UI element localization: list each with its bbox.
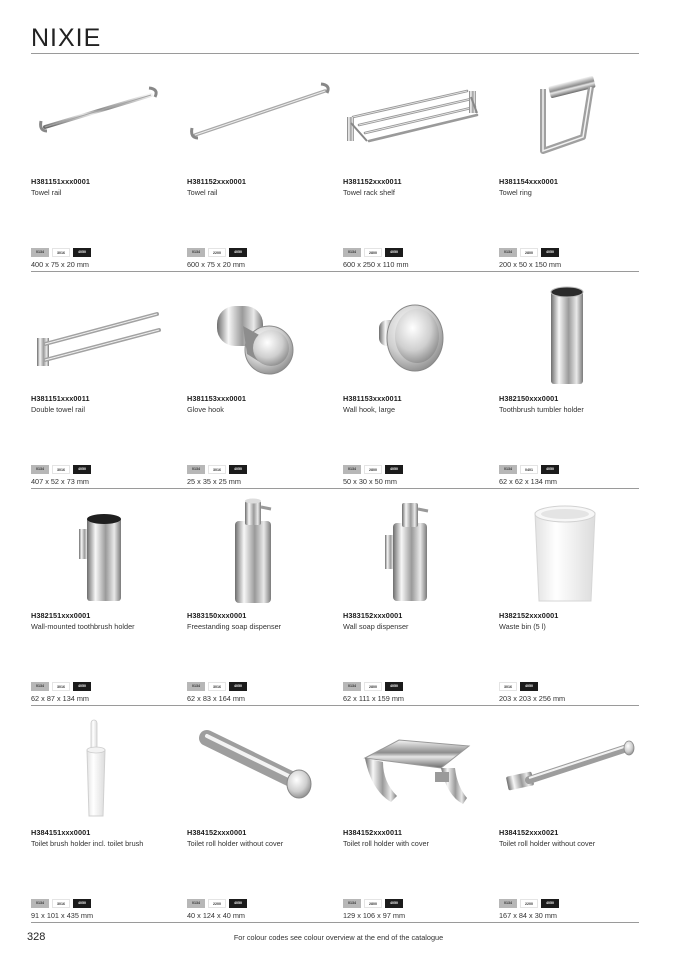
toilet-roll-holder-arm-icon xyxy=(499,712,651,824)
colour-swatch-black: 4050 xyxy=(229,465,247,474)
colour-swatch-white: 3016 xyxy=(499,682,517,691)
colour-swatch-black: 4050 xyxy=(541,465,559,474)
colour-swatch-black: 4050 xyxy=(541,248,559,257)
colour-swatches xyxy=(187,899,250,908)
colour-swatch-chrome: 0134 xyxy=(187,682,205,691)
product-dimensions: 407 x 52 x 73 mm xyxy=(31,477,89,486)
wall-toothbrush-holder-icon xyxy=(31,495,183,607)
product-code: H384152xxx0021 xyxy=(499,828,559,837)
colour-swatch-white: 3016 xyxy=(208,682,226,691)
product-code: H381153xxx0011 xyxy=(343,394,402,403)
product-name: Glove hook xyxy=(187,405,224,414)
waste-bin-icon xyxy=(499,495,651,607)
page-number: 328 xyxy=(27,931,46,943)
colour-swatches xyxy=(499,682,541,691)
colour-swatch-white: 2800 xyxy=(364,899,382,908)
colour-swatch-chrome: 0134 xyxy=(31,465,49,474)
product-name: Towel rack shelf xyxy=(343,188,395,197)
header-divider xyxy=(31,53,639,54)
product-name: Wall-mounted toothbrush holder xyxy=(31,622,135,631)
product-name: Toilet brush holder incl. toilet brush xyxy=(31,839,144,848)
product-item xyxy=(343,706,495,922)
product-dimensions: 40 x 124 x 40 mm xyxy=(187,911,245,920)
glove-hook-icon xyxy=(187,278,339,390)
colour-swatches xyxy=(343,248,406,257)
product-name: Towel ring xyxy=(499,188,532,197)
product-dimensions: 62 x 87 x 134 mm xyxy=(31,694,89,703)
product-item xyxy=(343,489,495,705)
product-item xyxy=(187,272,339,488)
colour-swatches xyxy=(187,465,250,474)
colour-swatch-chrome: 0134 xyxy=(187,465,205,474)
colour-swatch-black: 4050 xyxy=(229,899,247,908)
colour-swatch-chrome: 0134 xyxy=(343,248,361,257)
product-dimensions: 91 x 101 x 435 mm xyxy=(31,911,94,920)
tumbler-holder-icon xyxy=(499,278,651,390)
colour-swatch-black: 4050 xyxy=(73,682,91,691)
colour-swatches xyxy=(343,899,406,908)
colour-swatch-white: 3016 xyxy=(52,248,70,257)
footer-note: For colour codes see colour overview at the end of the catalogue xyxy=(233,933,444,942)
colour-swatch-chrome: 0134 xyxy=(499,248,517,257)
colour-swatch-white: 3016 xyxy=(52,465,70,474)
colour-swatch-chrome: 0134 xyxy=(187,248,205,257)
product-item xyxy=(187,706,339,922)
product-item xyxy=(31,272,183,488)
freestanding-soap-dispenser-icon xyxy=(187,495,339,607)
product-name: Toilet roll holder without cover xyxy=(187,839,284,848)
product-dimensions: 167 x 84 x 30 mm xyxy=(499,911,557,920)
colour-swatch-white: 3016 xyxy=(52,899,70,908)
colour-swatch-black: 4050 xyxy=(73,465,91,474)
product-name: Wall hook, large xyxy=(343,405,396,414)
product-code: H383152xxx0001 xyxy=(343,611,403,620)
toilet-brush-holder-icon xyxy=(31,712,183,824)
product-name: Freestanding soap dispenser xyxy=(187,622,282,631)
colour-swatch-chrome: 0134 xyxy=(343,899,361,908)
colour-swatch-chrome: 0134 xyxy=(343,465,361,474)
product-name: Wall soap dispenser xyxy=(343,622,409,631)
toilet-roll-holder-cover-icon xyxy=(343,712,495,824)
product-item xyxy=(343,272,495,488)
product-item xyxy=(343,55,495,271)
product-code: H382150xxx0001 xyxy=(499,394,559,403)
product-dimensions: 50 x 30 x 50 mm xyxy=(343,477,397,486)
colour-swatches xyxy=(499,465,562,474)
colour-swatch-chrome: 0134 xyxy=(187,899,205,908)
colour-swatches xyxy=(499,899,562,908)
product-dimensions: 200 x 50 x 150 mm xyxy=(499,260,562,269)
product-grid xyxy=(31,55,639,923)
colour-swatches xyxy=(31,682,94,691)
colour-swatches xyxy=(31,465,94,474)
colour-swatch-white: 2200 xyxy=(208,248,226,257)
colour-swatches xyxy=(343,465,406,474)
product-name: Toilet roll holder with cover xyxy=(343,839,429,848)
product-code: H384152xxx0001 xyxy=(187,828,247,837)
product-row xyxy=(31,272,639,489)
colour-swatch-white: 2200 xyxy=(208,899,226,908)
product-item xyxy=(499,706,651,922)
product-code: H381151xxx0011 xyxy=(31,394,90,403)
wall-soap-dispenser-icon xyxy=(343,495,495,607)
toilet-roll-holder-icon xyxy=(187,712,339,824)
product-name: Waste bin (5 l) xyxy=(499,622,546,631)
colour-swatch-chrome: 0134 xyxy=(343,682,361,691)
product-dimensions: 129 x 106 x 97 mm xyxy=(343,911,406,920)
product-code: H382152xxx0001 xyxy=(499,611,559,620)
product-dimensions: 25 x 35 x 25 mm xyxy=(187,477,241,486)
product-code: H383150xxx0001 xyxy=(187,611,247,620)
product-row xyxy=(31,55,639,272)
product-dimensions: 400 x 75 x 20 mm xyxy=(31,260,89,269)
product-code: H381152xxx0011 xyxy=(343,177,402,186)
product-row xyxy=(31,706,639,923)
product-item xyxy=(499,489,651,705)
product-item xyxy=(31,706,183,922)
product-dimensions: 600 x 75 x 20 mm xyxy=(187,260,245,269)
colour-swatch-chrome: 0134 xyxy=(31,682,49,691)
colour-swatch-black: 4050 xyxy=(73,248,91,257)
colour-swatch-black: 4050 xyxy=(229,682,247,691)
product-dimensions: 62 x 83 x 164 mm xyxy=(187,694,245,703)
product-code: H384152xxx0011 xyxy=(343,828,403,837)
towel-rail-long-icon xyxy=(187,61,339,173)
product-code: H381153xxx0001 xyxy=(187,394,247,403)
product-name: Toilet roll holder without cover xyxy=(499,839,596,848)
colour-swatch-black: 4050 xyxy=(385,682,403,691)
colour-swatches xyxy=(187,248,250,257)
towel-ring-icon xyxy=(499,61,651,173)
towel-rail-icon xyxy=(31,61,183,173)
product-dimensions: 600 x 250 x 110 mm xyxy=(343,260,409,269)
colour-swatch-chrome: 0134 xyxy=(31,899,49,908)
colour-swatch-chrome: 0134 xyxy=(499,465,517,474)
product-name: Toothbrush tumbler holder xyxy=(499,405,584,414)
product-code: H381154xxx0001 xyxy=(499,177,559,186)
product-item xyxy=(499,55,651,271)
colour-swatch-black: 4050 xyxy=(385,248,403,257)
colour-swatch-white: 3016 xyxy=(52,682,70,691)
colour-swatch-white: 2800 xyxy=(520,248,538,257)
colour-swatch-black: 4050 xyxy=(385,899,403,908)
colour-swatches xyxy=(343,682,406,691)
product-code: H381152xxx0001 xyxy=(187,177,247,186)
product-dimensions: 203 x 203 x 256 mm xyxy=(499,694,566,703)
product-dimensions: 62 x 62 x 134 mm xyxy=(499,477,557,486)
colour-swatch-chrome: 0134 xyxy=(499,899,517,908)
colour-swatch-white: 0401 xyxy=(520,465,538,474)
colour-swatch-black: 4050 xyxy=(520,682,538,691)
colour-swatch-black: 4050 xyxy=(385,465,403,474)
colour-swatches xyxy=(31,248,94,257)
colour-swatch-black: 4050 xyxy=(541,899,559,908)
product-row xyxy=(31,489,639,706)
colour-swatches xyxy=(187,682,250,691)
colour-swatch-white: 2800 xyxy=(364,465,382,474)
towel-rack-shelf-icon xyxy=(343,61,495,173)
colour-swatch-white: 3016 xyxy=(208,465,226,474)
product-item xyxy=(31,489,183,705)
product-code: H384151xxx0001 xyxy=(31,828,91,837)
product-code: H381151xxx0001 xyxy=(31,177,91,186)
product-name: Towel rail xyxy=(187,188,218,197)
colour-swatch-white: 2200 xyxy=(520,899,538,908)
double-towel-rail-icon xyxy=(31,278,183,390)
product-item xyxy=(499,272,651,488)
product-item xyxy=(187,55,339,271)
wall-hook-large-icon xyxy=(343,278,495,390)
colour-swatch-white: 2800 xyxy=(364,248,382,257)
product-dimensions: 62 x 111 x 159 mm xyxy=(343,694,404,703)
colour-swatch-black: 4050 xyxy=(73,899,91,908)
product-name: Towel rail xyxy=(31,188,62,197)
product-code: H382151xxx0001 xyxy=(31,611,91,620)
colour-swatch-white: 2800 xyxy=(364,682,382,691)
colour-swatches xyxy=(31,899,94,908)
colour-swatch-chrome: 0134 xyxy=(31,248,49,257)
product-name: Double towel rail xyxy=(31,405,85,414)
page-title: NIXIE xyxy=(31,24,102,52)
colour-swatches xyxy=(499,248,562,257)
colour-swatch-black: 4050 xyxy=(229,248,247,257)
product-item xyxy=(31,55,183,271)
product-item xyxy=(187,489,339,705)
